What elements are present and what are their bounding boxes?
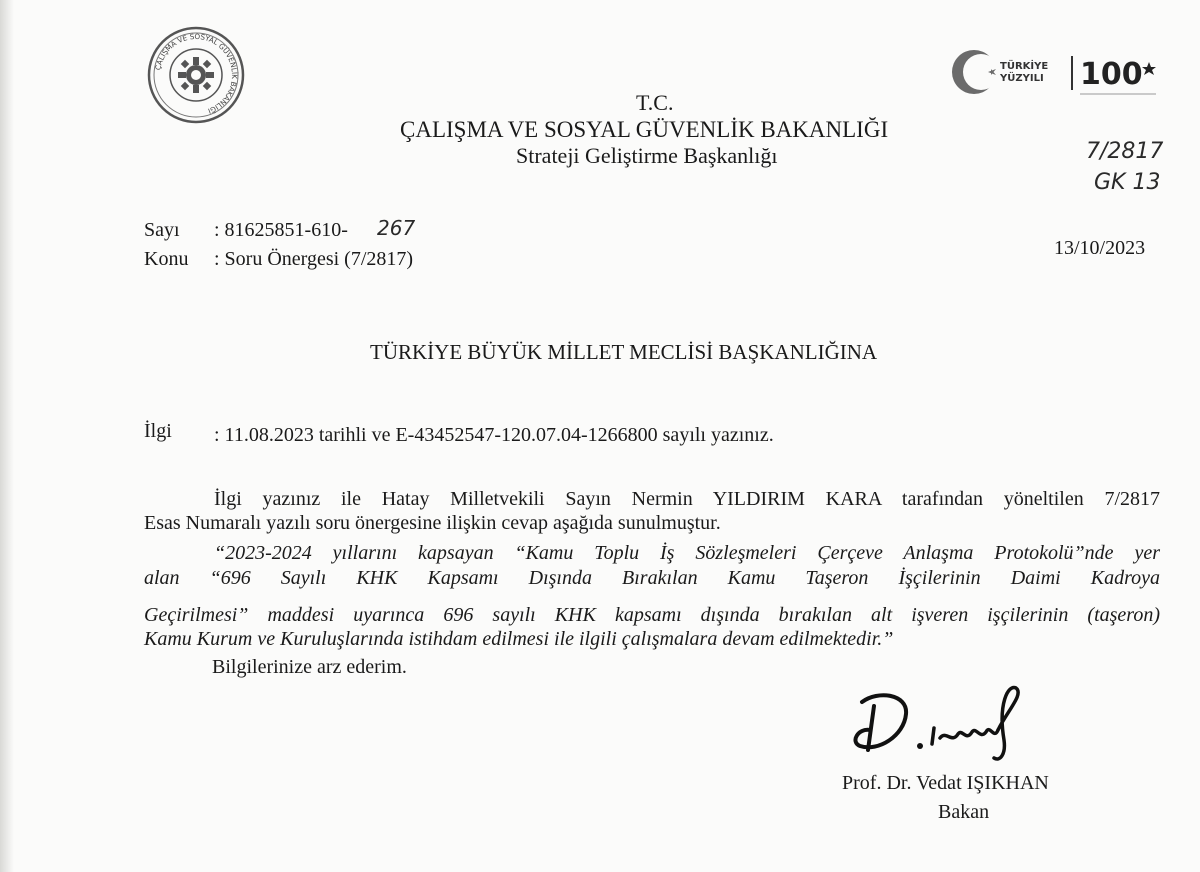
handwritten-signature <box>848 680 1038 770</box>
logo-line1: TÜRKİYE <box>1000 61 1049 72</box>
header-ministry: ÇALIŞMA VE SOSYAL GÜVENLİK BAKANLIĞI <box>400 117 889 142</box>
konu-label: Konu <box>144 248 189 270</box>
header-tc: T.C. <box>636 90 674 115</box>
quote-line-1: “2023-2024 yıllarını kapsayan “Kamu Toplu İş Sözleşmeleri Çerçeve Anlaşma Protokolü”nde yer <box>214 542 1160 564</box>
ministry-seal-icon <box>146 25 246 125</box>
quote-line-3: Geçirilmesi” maddesi uyarınca 696 sayılı KHK kapsamı dışında bırakılan alt işveren işçilerinin (taşeron) <box>144 604 1160 626</box>
quote-line-2: alan “696 Sayılı KHK Kapsamı Dışında Bırakılan Kamu Taşeron İşçilerinin Daimi Kadroya <box>144 567 1160 589</box>
ilgi-label: İlgi <box>144 420 172 442</box>
turkiye-yuzyili-logo-icon <box>944 40 1160 104</box>
sayi-handwritten-suffix: 267 <box>377 216 416 240</box>
body-line-2: Esas Numaralı yazılı soru önergesine ilişkin cevap aşağıda sunulmuştur. <box>144 512 721 534</box>
signatory-title: Bakan <box>938 801 990 823</box>
logo-line2: YÜZYILI <box>1000 73 1044 84</box>
sayi-label: Sayı <box>144 219 180 241</box>
quote-line-4: Kamu Kurum ve Kuruluşlarında istihdam edilmesi ile ilgili çalışmalara devam edilmektedir.” <box>144 628 894 650</box>
logo-number: 100 <box>1080 57 1143 92</box>
konu-value: : Soru Önergesi (7/2817) <box>214 248 414 270</box>
closing-line: Bilgilerinize arz ederim. <box>212 656 407 678</box>
scan-edge-shadow <box>0 0 14 872</box>
recipient: TÜRKİYE BÜYÜK MİLLET MECLİSİ BAŞKANLIĞINA <box>370 340 878 364</box>
ilgi-value: : 11.08.2023 tarihli ve E-43452547-120.07.04-1266800 sayılı yazınız. <box>214 424 774 446</box>
handwritten-ref: 7/2817 <box>1086 139 1164 164</box>
body-line-1: İlgi yazınız ile Hatay Milletvekili Sayın Nermin YILDIRIM KARA tarafından yöneltilen 7/2817 <box>214 488 1160 510</box>
document-date: 13/10/2023 <box>1054 237 1146 259</box>
sayi-value: : 81625851-610- <box>214 219 348 241</box>
handwritten-code: GK 13 <box>1094 170 1161 195</box>
header-department: Strateji Geliştirme Başkanlığı <box>516 143 778 168</box>
seal-ring-text: ÇALIŞMA VE SOSYAL GÜVENLİK BAKANLIĞI <box>153 31 240 116</box>
signatory-name: Prof. Dr. Vedat IŞIKHAN <box>842 772 1049 794</box>
